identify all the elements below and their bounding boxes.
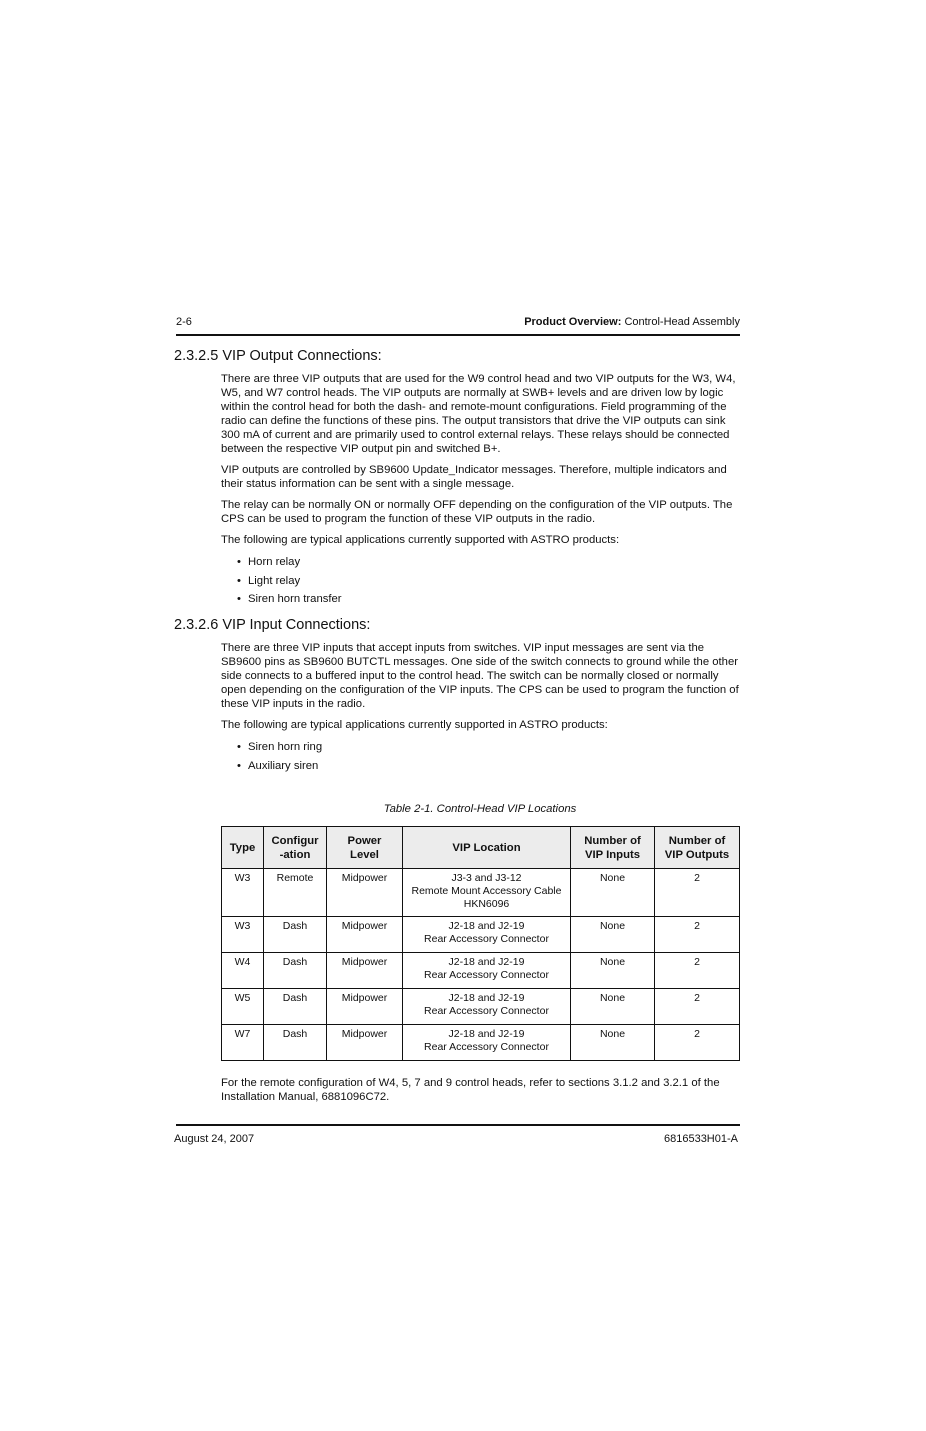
paragraph: The following are typical applications currently supported with ASTRO products: [221,534,620,546]
list-item [221,740,741,759]
bullet-icon: • [237,574,241,587]
cell-outputs: 2 [655,953,740,989]
bullet-icon: • [237,593,241,605]
table-caption: Table 2-1. Control-Head VIP Locations [383,803,577,815]
table-row [222,953,740,989]
cell-type: W7 [222,1025,264,1061]
paragraph: There are three VIP inputs that accept inputs from switches. VIP input messages are sent via the SB9600 pins as SB9600 BUTCTL messages. One side of the switch connects to ground while the other side connects to a buffered input to the control head. The switch can be normally closed or normally open depending on the configuration of the VIP inputs. The CPS can be used to program the function of these VIP inputs in the radio. [221,642,739,710]
header-vip-outputs: Number of VIP Outputs [655,827,740,869]
cell-location: J2-18 and J2-19 Rear Accessory Connector [403,953,571,989]
cell-type: W3 [222,869,264,917]
list-item-text: Auxiliary siren [248,759,319,772]
cell-outputs: 2 [655,1025,740,1061]
running-title-rest: Control-Head Assembly [621,316,740,328]
page-footer [174,1133,738,1149]
cell-inputs: None [571,869,655,917]
cell-config: Remote [264,869,327,917]
bullet-icon: • [237,759,241,772]
list-item-text: Siren horn transfer [248,593,342,605]
paragraph: The relay can be normally ON or normally OFF depending on the configuration of the VIP outputs. The CPS can be used to program the function of these VIP outputs in the radio. [221,499,733,525]
cell-power: Midpower [327,917,403,953]
footer-date: August 24, 2007 [174,1133,255,1145]
header-vip-location: VIP Location [403,827,571,869]
cell-outputs: 2 [655,989,740,1025]
page-header [176,316,740,334]
header-configuration: Configur -ation [264,827,327,869]
cell-type: W4 [222,953,264,989]
list-item-text: Light relay [248,574,301,587]
list-item [221,574,741,593]
running-title-bold: Product Overview: [524,316,622,328]
list-item [221,555,741,574]
cell-power: Midpower [327,1025,403,1061]
bullet-icon: • [237,741,241,753]
bullet-icon: • [237,556,241,568]
running-title [524,316,740,328]
table-row [222,917,740,953]
footer-rule [176,1124,740,1126]
cell-power: Midpower [327,953,403,989]
list-item-text: Siren horn ring [248,741,323,753]
header-rule [176,334,740,336]
vip-locations-table [221,826,740,1061]
cell-inputs: None [571,953,655,989]
header-type: Type [222,827,264,869]
page-number: 2-6 [176,316,192,328]
list-item-text: Horn relay [248,556,301,568]
table-row [222,989,740,1025]
paragraph: VIP outputs are controlled by SB9600 Update_Indicator messages. Therefore, multiple indicators and their status information can be sent with a single message. [221,464,727,490]
cell-inputs: None [571,917,655,953]
paragraph: There are three VIP outputs that are used for the W9 control head and two VIP outputs for the W3, W4, W5, and W7 control heads. The VIP outputs are normally at SWB+ levels and are driven low by logic within the control head for both the dash- and remote-mount configurations. Field programming of the radio can define the functions of these pins. The output transistors that drive the VIP outputs can sink 300 mA of current and are primarily used to control external relays. These relays should be connected between the respective VIP output pin and switched B+. [221,373,736,455]
list-item [221,592,741,611]
paragraph: The following are typical applications currently supported in ASTRO products: [221,719,608,731]
section-body-vip-input [221,641,741,777]
cell-inputs: None [571,1025,655,1061]
cell-type: W3 [222,917,264,953]
list-item [221,759,741,778]
cell-power: Midpower [327,869,403,917]
header-power-level: Power Level [327,827,403,869]
cell-inputs: None [571,989,655,1025]
cell-location: J3-3 and J3-12 Remote Mount Accessory Cable HKN6096 [403,869,571,917]
section-heading-vip-input: 2.3.2.6 VIP Input Connections: [174,617,371,633]
bullet-list-input [221,740,741,777]
cell-config: Dash [264,953,327,989]
cell-outputs: 2 [655,917,740,953]
cell-location: J2-18 and J2-19 Rear Accessory Connector [403,917,571,953]
cell-config: Dash [264,917,327,953]
section-heading-vip-output: 2.3.2.5 VIP Output Connections: [174,348,382,364]
cell-config: Dash [264,1025,327,1061]
table-row [222,1025,740,1061]
cell-location: J2-18 and J2-19 Rear Accessory Connector [403,1025,571,1061]
cell-outputs: 2 [655,869,740,917]
table-header-row [222,827,740,869]
section-body-vip-output [221,372,741,611]
post-table-paragraph: For the remote configuration of W4, 5, 7 and 9 control heads, refer to sections 3.1.2 and 3.2.1 of the Installation Manual, 6881096C72. [221,1077,720,1103]
bullet-list-output [221,555,741,611]
header-vip-inputs: Number of VIP Inputs [571,827,655,869]
cell-config: Dash [264,989,327,1025]
cell-location: J2-18 and J2-19 Rear Accessory Connector [403,989,571,1025]
cell-power: Midpower [327,989,403,1025]
table-row [222,869,740,917]
cell-type: W5 [222,989,264,1025]
footer-doc-number: 6816533H01-A [663,1133,738,1145]
